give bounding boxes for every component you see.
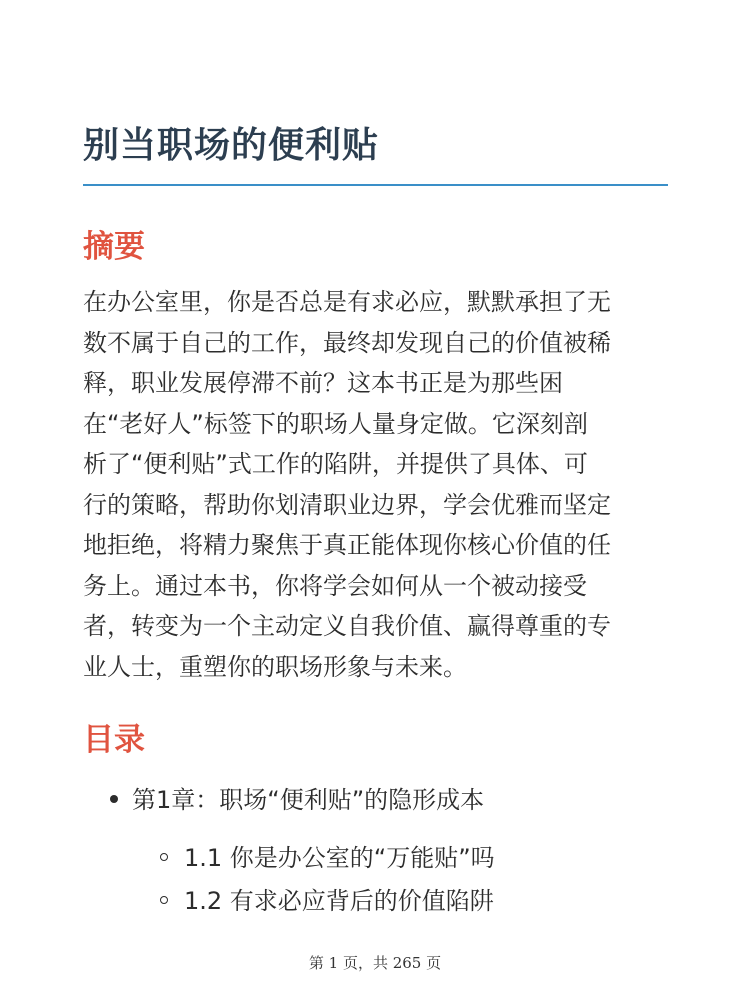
summary-paragraph bbox=[83, 282, 673, 687]
document-title: 别当职场的便利贴 bbox=[83, 125, 380, 166]
page-number-footer: 第 1 页，共 265 页 bbox=[308, 954, 442, 972]
summary-line: 地拒绝，将精力聚焦于真正能体现你核心价值的任 bbox=[83, 531, 611, 559]
summary-line: 业人士，重塑你的职场形象与未来。 bbox=[83, 652, 467, 681]
toc-section-1-1[interactable] bbox=[160, 838, 495, 873]
summary-line: 释，职业发展停滞不前？这本书正是为那些困 bbox=[83, 369, 563, 397]
summary-line: 在“老好人”标签下的职场人量身定做。它深刻剖 bbox=[83, 409, 588, 438]
summary-line: 者，转变为一个主动定义自我价值、赢得尊重的专 bbox=[83, 612, 611, 640]
summary-line: 析了“便利贴”式工作的陷阱，并提供了具体、可 bbox=[83, 450, 588, 478]
summary-heading: 摘要 bbox=[83, 229, 145, 265]
bullet-disc-icon bbox=[110, 795, 118, 803]
toc-section-label: 1.1 你是办公室的“万能贴”吗 bbox=[184, 844, 495, 872]
toc-chapter-1[interactable] bbox=[110, 780, 484, 815]
summary-line: 行的策略，帮助你划清职业边界，学会优雅而坚定 bbox=[83, 490, 611, 519]
bullet-circle-icon bbox=[160, 896, 168, 904]
summary-line: 数不属于自己的工作，最终却发现自己的价值被稀 bbox=[83, 328, 611, 357]
toc-chapter-label: 第1章：职场“便利贴”的隐形成本 bbox=[132, 786, 485, 814]
bullet-circle-icon bbox=[160, 853, 168, 861]
toc-heading: 目录 bbox=[83, 722, 145, 758]
title-divider bbox=[83, 184, 668, 186]
summary-line: 务上。通过本书，你将学会如何从一个被动接受 bbox=[83, 571, 587, 600]
toc-section-1-2[interactable] bbox=[160, 881, 494, 916]
toc-section-label: 1.2 有求必应背后的价值陷阱 bbox=[184, 887, 494, 915]
summary-line: 在办公室里，你是否总是有求必应，默默承担了无 bbox=[83, 288, 611, 316]
